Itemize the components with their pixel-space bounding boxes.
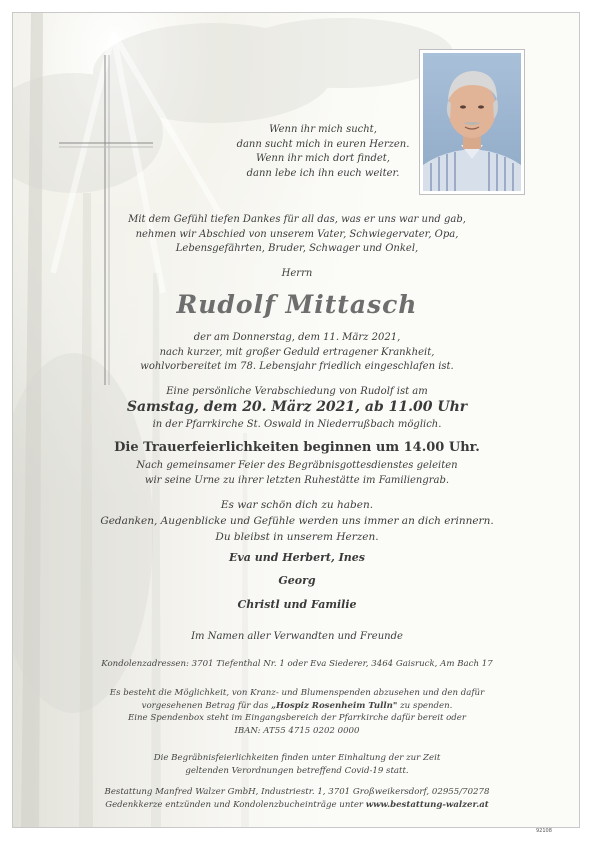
poem-line: dann sucht mich in euren Herzen. <box>236 138 410 150</box>
intro-line: nehmen wir Abschied von unserem Vater, Schwiegervater, Opa, <box>135 228 459 240</box>
covid-notice <box>13 752 580 777</box>
intro-line: Mit dem Gefühl tiefen Dankes für all das, was er uns war und gab, <box>128 214 466 225</box>
iban: IBAN: AT55 4715 0202 0000 <box>234 725 360 736</box>
donation-text: zu spenden. <box>397 700 453 711</box>
ceremony-heading: Die Trauerfeierlichkeiten beginnen um 14.00 Uhr. <box>114 440 480 455</box>
condolence-addresses: Kondolenzadressen: 3701 Tiefenthal Nr. 1 oder Eva Siederer, 3464 Gaisruck, Am Bach 17 <box>101 659 493 669</box>
ceremony-line: wir seine Urne zu ihrer letzten Ruhestätte im Familiengrab. <box>144 474 450 486</box>
undertaker-text: Gedenkkerze entzünden und Kondolenzbucheinträge unter <box>105 799 366 810</box>
print-code: 92108 <box>536 828 552 834</box>
donation-text: vorgesehenen Betrag für das <box>141 700 272 711</box>
undertaker-website-link[interactable]: www.bestattung-walzer.at <box>365 799 489 810</box>
portrait-photo <box>419 49 525 195</box>
closing-line: Es war schön dich zu haben. <box>220 499 374 511</box>
donation-notice <box>13 687 580 737</box>
farewell-intro: Eine persönliche Verabschiedung von Rudolf ist am <box>166 386 428 397</box>
closing-words <box>13 497 580 545</box>
closing-line: Du bleibst in unserem Herzen. <box>215 531 379 543</box>
covid-line: geltenden Verordnungen betreffend Covid-19 statt. <box>185 765 409 776</box>
farewell-place: in der Pfarrkirche St. Oswald in Niederrußbach möglich. <box>152 419 442 430</box>
death-notice <box>13 331 580 375</box>
donation-line: Es besteht die Möglichkeit, von Kranz- und Blumenspenden abzusehen und den dafür <box>109 688 485 698</box>
undertaker-line <box>13 799 580 812</box>
donation-line <box>13 700 580 713</box>
death-notice-line: wohlvorbereitet im 78. Lebensjahr friedlich eingeschlafen ist. <box>140 361 454 372</box>
intro-line: Lebensgefährten, Bruder, Schwager und Onkel, <box>175 243 419 254</box>
poem-line: dann lebe ich ihn euch weiter. <box>246 167 400 179</box>
deceased-name: Rudolf Mittasch <box>176 290 418 319</box>
hospice-name: „Hospiz Rosenheim Tulln" <box>271 700 398 711</box>
donation-line: Eine Spendenbox steht im Eingangsbereich der Pfarrkirche dafür bereit oder <box>127 713 466 723</box>
death-notice-line: der am Donnerstag, dem 11. März 2021, <box>193 332 401 343</box>
mourner-name: Christl und Familie <box>237 598 357 611</box>
ceremony-text <box>13 459 580 488</box>
mourner-name: Eva und Herbert, Ines <box>229 551 365 564</box>
covid-line: Die Begräbnisfeierlichkeiten finden unter Einhaltung der zur Zeit <box>153 753 441 763</box>
farewell-date: Samstag, dem 20. März 2021, ab 11.00 Uhr <box>126 399 468 415</box>
closing-line: Gedanken, Augenblicke und Gefühle werden uns immer an dich erinnern. <box>100 515 494 527</box>
poem <box>223 123 423 181</box>
mourner-name: Georg <box>278 574 316 587</box>
poem-line: Wenn ihr mich dort findet, <box>256 153 390 164</box>
relatives-line: Im Namen aller Verwandten und Freunde <box>191 631 403 642</box>
death-notice-line: nach kurzer, mit großer Geduld ertragener Krankheit, <box>159 346 435 358</box>
undertaker-line: Bestattung Manfred Walzer GmbH, Industriestr. 1, 3701 Großweikersdorf, 02955/70278 <box>104 787 490 797</box>
poem-line: Wenn ihr mich sucht, <box>269 124 377 135</box>
intro-text <box>13 213 580 257</box>
salutation: Herrn <box>281 268 313 279</box>
undertaker-info <box>13 786 580 811</box>
obituary-card <box>12 12 580 828</box>
portrait-image <box>423 53 521 191</box>
ceremony-line: Nach gemeinsamer Feier des Begräbnisgottesdienstes geleiten <box>136 460 458 471</box>
